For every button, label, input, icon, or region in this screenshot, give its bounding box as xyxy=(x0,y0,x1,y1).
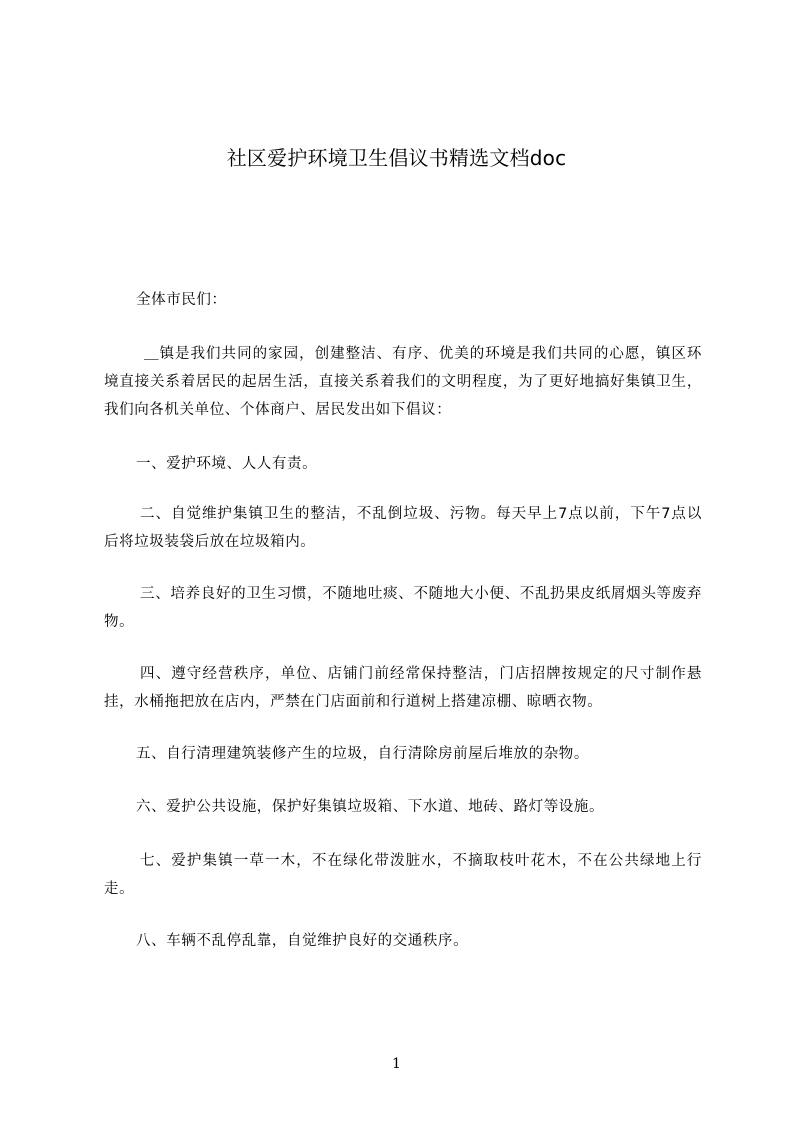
page-number: 1 xyxy=(392,1056,401,1072)
proposal-3: 三、培养良好的卫生习惯，不随地吐痰、不随地大小便、不乱扔果皮纸屑烟头等废弃物。 xyxy=(104,586,702,630)
document-title: 社区爱护环境卫生倡议书精选文档doc xyxy=(226,146,567,170)
proposal-4: 四、遵守经营秩序，单位、店铺门前经常保持整洁，门店招牌按规定的尺寸制作悬挂，水桶拖把放在店内，严禁在门店面前和行道树上搭建凉棚、晾晒衣物。 xyxy=(104,666,702,710)
proposal-2: 二、自觉维护集镇卫生的整洁，不乱倒垃圾、污物。每天早上7点以前，下午7点以后将垃圾装袋后放在垃圾箱内。 xyxy=(104,506,702,550)
proposal-8: 八、车辆不乱停乱靠，自觉维护良好的交通秩序。 xyxy=(136,933,469,949)
greeting: 全体市民们： xyxy=(136,292,227,308)
proposal-6: 六、爱护公共设施，保护好集镇垃圾箱、下水道、地砖、路灯等设施。 xyxy=(136,799,605,815)
proposal-7: 七、爱护集镇一草一木，不在绿化带泼脏水，不摘取枝叶花木，不在公共绿地上行走。 xyxy=(104,853,702,897)
intro-paragraph: ＿镇是我们共同的家园，创建整洁、有序、优美的环境是我们共同的心愿，镇区环境直接关系着居民的起居生活，直接关系着我们的文明程度，为了更好地搞好集镇卫生，我们向各机关单位、个体商户、居民发出如下倡议： xyxy=(104,346,702,418)
proposal-1: 一、爱护环境、人人有责。 xyxy=(136,456,318,472)
proposal-5: 五、自行清理建筑装修产生的垃圾，自行清除房前屋后堆放的杂物。 xyxy=(136,746,589,762)
